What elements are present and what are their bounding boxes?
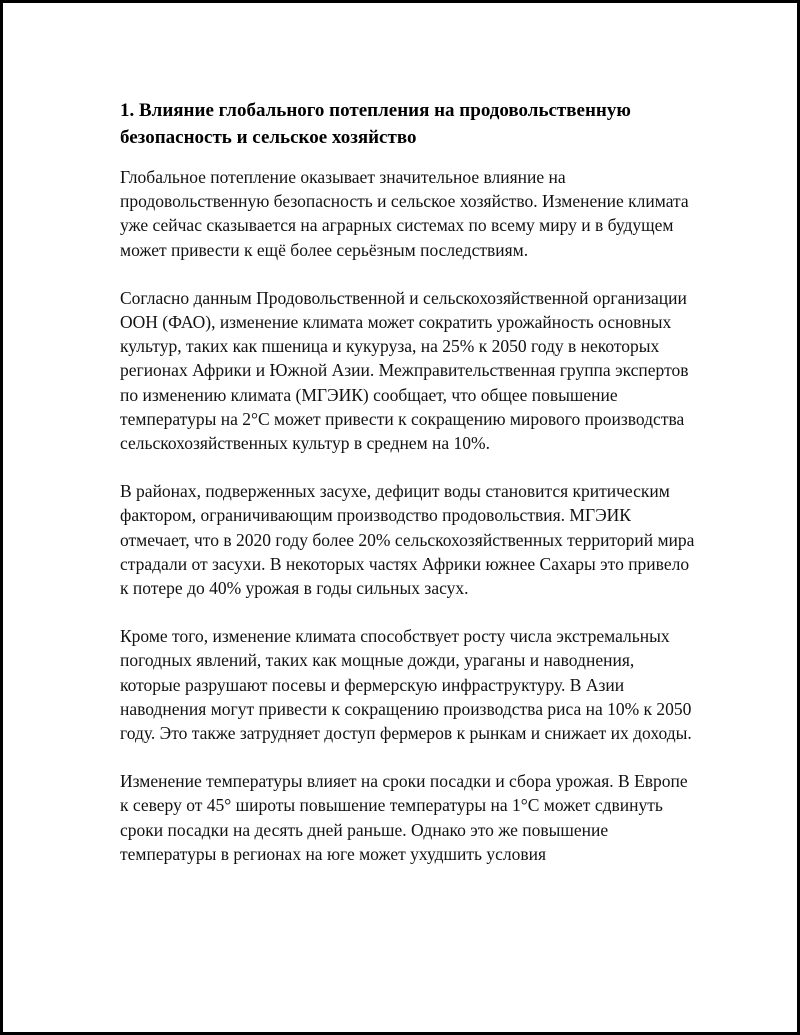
paragraph-extreme-weather: Кроме того, изменение климата способствует росту числа экстремальных погодных явлений, таких как мощные дожди, ураганы и наводнения, которые разрушают посевы и фермерскую инфраструктуру. В Азии наводнения могут привести к сокращению производства риса на 10% к 2050 году. Это также затрудняет доступ фермеров к рынкам и снижает их доходы. xyxy=(120,626,692,744)
section-heading: 1. Влияние глобального потепления на продовольственную безопасность и сельское хозяйство xyxy=(120,100,631,148)
paragraph-drought: В районах, подверженных засухе, дефицит воды становится критическим фактором, ограничивающим производство продовольствия. МГЭИК отмечает, что в 2020 году более 20% сельскохозяйственных территорий мира страдали от засухи. В некоторых частях Африки южнее Сахары это привело к потере до 40% урожая в годы сильных засух. xyxy=(120,481,695,599)
paragraph-intro: Глобальное потепление оказывает значительное влияние на продовольственную безопасность и сельское хозяйство. Изменение климата уже сейчас сказывается на аграрных системах по всему миру и в будущем может привести к ещё более серьёзным последствиям. xyxy=(120,167,689,260)
document-content xyxy=(120,97,695,890)
paragraph-planting-dates: Изменение температуры влияет на сроки посадки и сбора урожая. В Европе к северу от 45° широты повышение температуры на 1°C может сдвинуть сроки посадки на десять дней раньше. Однако это же повышение температуры в регионах на юге может ухудшить условия xyxy=(120,771,688,864)
paragraph-fao-yields: Согласно данным Продовольственной и сельскохозяйственной организации ООН (ФАО), изменение климата может сократить урожайность основных культур, таких как пшеница и кукуруза, на 25% к 2050 году в некоторых регионах Африки и Южной Азии. Межправительственная группа экспертов по изменению климата (МГЭИК) сообщает, что общее повышение температуры на 2°C может привести к сокращению мирового производства сельскохозяйственных культур в среднем на 10%. xyxy=(120,287,689,454)
